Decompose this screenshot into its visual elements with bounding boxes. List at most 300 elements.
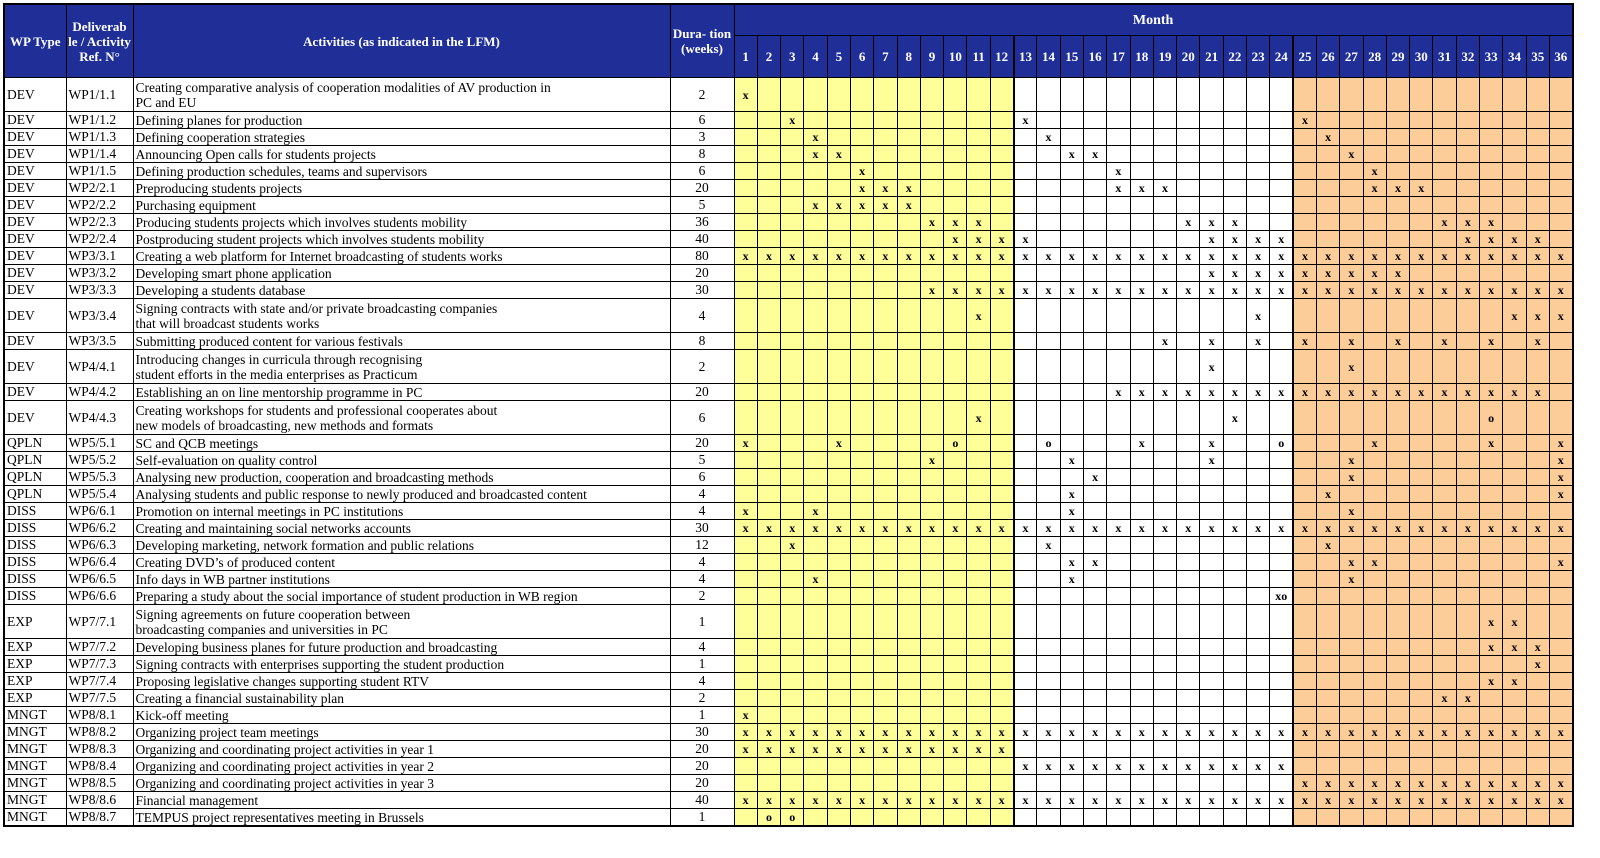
month-cell-1	[734, 333, 757, 350]
month-cell-21	[1200, 588, 1223, 605]
month-cell-34	[1503, 758, 1526, 775]
month-cell-6	[850, 486, 873, 503]
month-cell-14	[1037, 707, 1060, 724]
month-cell-31	[1433, 605, 1456, 639]
month-cell-28	[1363, 809, 1386, 827]
month-cell-21	[1200, 486, 1223, 503]
wp-type-cell: EXP	[4, 690, 66, 707]
month-cell-32: x	[1456, 282, 1479, 299]
month-cell-6	[850, 571, 873, 588]
month-cell-18: x	[1130, 435, 1153, 452]
month-cell-31	[1433, 486, 1456, 503]
month-cell-18	[1130, 197, 1153, 214]
month-cell-4	[804, 163, 827, 180]
month-cell-1	[734, 214, 757, 231]
month-cell-6	[850, 214, 873, 231]
month-cell-36	[1549, 537, 1572, 554]
month-cell-25	[1293, 503, 1316, 520]
month-cell-31	[1433, 299, 1456, 333]
month-cell-7	[874, 265, 897, 282]
month-cell-26	[1316, 571, 1339, 588]
month-cell-36	[1549, 673, 1572, 690]
month-cell-28	[1363, 537, 1386, 554]
month-cell-14: x	[1037, 248, 1060, 265]
activity-cell: Proposing legislative changes supporting student RTV	[133, 673, 670, 690]
month-cell-4	[804, 214, 827, 231]
table-row	[4, 656, 1573, 673]
month-cell-9: x	[920, 214, 943, 231]
month-cell-8	[897, 486, 920, 503]
month-cell-2	[757, 435, 780, 452]
month-cell-33	[1480, 588, 1503, 605]
month-cell-2	[757, 707, 780, 724]
month-cell-7: x	[874, 180, 897, 197]
month-cell-28: x	[1363, 384, 1386, 401]
activity-cell: Preproducing students projects	[133, 180, 670, 197]
month-cell-24	[1270, 809, 1293, 827]
month-cell-3	[781, 690, 804, 707]
month-cell-2: x	[757, 741, 780, 758]
month-cell-17: x	[1107, 724, 1130, 741]
month-cell-5	[827, 656, 850, 673]
month-cell-29	[1386, 129, 1409, 146]
month-cell-2	[757, 231, 780, 248]
month-cell-1	[734, 639, 757, 656]
month-cell-25	[1293, 656, 1316, 673]
month-cell-7	[874, 401, 897, 435]
month-cell-21: x	[1200, 520, 1223, 537]
month-cell-36: x	[1549, 724, 1572, 741]
month-cell-34	[1503, 163, 1526, 180]
month-cell-34: x	[1503, 520, 1526, 537]
month-cell-34	[1503, 129, 1526, 146]
month-cell-32: x	[1456, 792, 1479, 809]
month-cell-12	[990, 656, 1013, 673]
month-cell-31	[1433, 639, 1456, 656]
month-cell-19: x	[1153, 792, 1176, 809]
month-cell-20	[1177, 588, 1200, 605]
table-row	[4, 163, 1573, 180]
month-cell-24	[1270, 469, 1293, 486]
month-cell-3: x	[781, 792, 804, 809]
month-cell-14	[1037, 469, 1060, 486]
month-cell-4	[804, 299, 827, 333]
month-cell-5	[827, 384, 850, 401]
month-cell-12: x	[990, 282, 1013, 299]
month-cell-28	[1363, 707, 1386, 724]
month-cell-28	[1363, 231, 1386, 248]
month-cell-16	[1083, 333, 1106, 350]
month-cell-4	[804, 78, 827, 112]
month-cell-3	[781, 605, 804, 639]
month-cell-24	[1270, 112, 1293, 129]
month-cell-30	[1410, 401, 1433, 435]
month-cell-21	[1200, 163, 1223, 180]
month-cell-30	[1410, 78, 1433, 112]
month-cell-25	[1293, 231, 1316, 248]
wp-type-cell: QPLN	[4, 452, 66, 469]
month-cell-4	[804, 690, 827, 707]
table-row	[4, 554, 1573, 571]
month-cell-36: x	[1549, 520, 1572, 537]
month-cell-5	[827, 707, 850, 724]
month-cell-1	[734, 231, 757, 248]
month-cell-33: x	[1480, 520, 1503, 537]
month-cell-24: xo	[1270, 588, 1293, 605]
month-cell-7	[874, 78, 897, 112]
month-cell-7	[874, 554, 897, 571]
month-cell-18: x	[1130, 758, 1153, 775]
month-cell-24	[1270, 78, 1293, 112]
wp-type-cell: QPLN	[4, 435, 66, 452]
month-cell-19	[1153, 163, 1176, 180]
month-cell-32	[1456, 197, 1479, 214]
month-cell-18	[1130, 163, 1153, 180]
table-row	[4, 673, 1573, 690]
month-cell-21: x	[1200, 435, 1223, 452]
month-cell-3	[781, 197, 804, 214]
month-cell-30: x	[1410, 792, 1433, 809]
table-row	[4, 469, 1573, 486]
month-cell-31	[1433, 129, 1456, 146]
month-cell-6	[850, 231, 873, 248]
month-cell-1	[734, 588, 757, 605]
month-cell-21	[1200, 656, 1223, 673]
activity-cell: Financial management	[133, 792, 670, 809]
month-cell-23	[1247, 401, 1270, 435]
month-cell-33	[1480, 469, 1503, 486]
month-cell-1: x	[734, 792, 757, 809]
month-cell-22	[1223, 605, 1246, 639]
month-cell-10	[944, 112, 967, 129]
month-cell-4: x	[804, 724, 827, 741]
month-cell-4	[804, 282, 827, 299]
month-cell-25	[1293, 486, 1316, 503]
month-cell-11: x	[967, 792, 990, 809]
month-cell-11: x	[967, 214, 990, 231]
month-cell-32	[1456, 435, 1479, 452]
activity-cell: Creating and maintaining social networks accounts	[133, 520, 670, 537]
month-cell-15	[1060, 265, 1083, 282]
month-cell-22	[1223, 197, 1246, 214]
month-cell-13	[1014, 537, 1037, 554]
month-cell-20	[1177, 333, 1200, 350]
month-cell-13: x	[1014, 724, 1037, 741]
month-cell-18	[1130, 78, 1153, 112]
month-cell-22	[1223, 809, 1246, 827]
month-cell-31	[1433, 554, 1456, 571]
month-cell-12	[990, 214, 1013, 231]
wp-type-cell: EXP	[4, 605, 66, 639]
month-cell-24	[1270, 571, 1293, 588]
month-cell-10	[944, 129, 967, 146]
month-cell-32	[1456, 571, 1479, 588]
month-cell-18	[1130, 605, 1153, 639]
month-cell-8	[897, 809, 920, 827]
month-cell-9	[920, 690, 943, 707]
month-cell-35: x	[1526, 231, 1549, 248]
month-cell-2	[757, 639, 780, 656]
month-cell-33: x	[1480, 214, 1503, 231]
month-cell-32	[1456, 129, 1479, 146]
month-cell-25	[1293, 435, 1316, 452]
month-cell-11	[967, 775, 990, 792]
month-cell-24	[1270, 775, 1293, 792]
activity-cell: Defining production schedules, teams and supervisors	[133, 163, 670, 180]
month-header-11: 11	[967, 36, 990, 78]
duration-cell: 30	[670, 724, 734, 741]
month-cell-17	[1107, 537, 1130, 554]
month-header-14: 14	[1037, 36, 1060, 78]
month-cell-31: x	[1433, 724, 1456, 741]
month-cell-1	[734, 673, 757, 690]
month-cell-19	[1153, 673, 1176, 690]
month-cell-16	[1083, 605, 1106, 639]
month-cell-1	[734, 180, 757, 197]
activity-cell: Creating DVD’s of produced content	[133, 554, 670, 571]
month-cell-18: x	[1130, 384, 1153, 401]
month-cell-11	[967, 656, 990, 673]
month-cell-21	[1200, 554, 1223, 571]
month-cell-29	[1386, 435, 1409, 452]
month-cell-3	[781, 486, 804, 503]
month-cell-33	[1480, 554, 1503, 571]
month-cell-21	[1200, 605, 1223, 639]
month-cell-26: x	[1316, 792, 1339, 809]
month-cell-13	[1014, 503, 1037, 520]
month-cell-21: x	[1200, 333, 1223, 350]
month-cell-2	[757, 265, 780, 282]
activity-ref-cell: WP1/1.4	[66, 146, 133, 163]
month-cell-20	[1177, 537, 1200, 554]
month-cell-10	[944, 639, 967, 656]
activity-ref-cell: WP5/5.3	[66, 469, 133, 486]
month-cell-9	[920, 775, 943, 792]
month-cell-9	[920, 197, 943, 214]
month-cell-15	[1060, 180, 1083, 197]
activity-ref-cell: WP2/2.3	[66, 214, 133, 231]
month-cell-32	[1456, 503, 1479, 520]
month-cell-25	[1293, 690, 1316, 707]
month-cell-33	[1480, 163, 1503, 180]
month-cell-14	[1037, 588, 1060, 605]
month-cell-22	[1223, 537, 1246, 554]
month-cell-2	[757, 214, 780, 231]
month-cell-10: x	[944, 248, 967, 265]
month-cell-4	[804, 112, 827, 129]
duration-cell: 4	[670, 571, 734, 588]
month-cell-32	[1456, 673, 1479, 690]
month-cell-17	[1107, 554, 1130, 571]
month-cell-23	[1247, 809, 1270, 827]
month-cell-31	[1433, 809, 1456, 827]
activity-ref-cell: WP8/8.7	[66, 809, 133, 827]
month-cell-33: x	[1480, 792, 1503, 809]
wp-type-cell: DEV	[4, 265, 66, 282]
month-cell-2	[757, 486, 780, 503]
month-cell-14	[1037, 554, 1060, 571]
month-cell-29	[1386, 588, 1409, 605]
month-cell-28	[1363, 588, 1386, 605]
month-cell-24	[1270, 639, 1293, 656]
month-cell-13	[1014, 554, 1037, 571]
month-cell-18: x	[1130, 792, 1153, 809]
month-cell-24	[1270, 129, 1293, 146]
month-cell-34: x	[1503, 605, 1526, 639]
month-cell-27: x	[1340, 333, 1363, 350]
activity-ref-cell: WP6/6.3	[66, 537, 133, 554]
month-cell-8	[897, 537, 920, 554]
month-cell-4	[804, 809, 827, 827]
month-cell-22	[1223, 486, 1246, 503]
month-cell-35	[1526, 571, 1549, 588]
month-cell-36	[1549, 758, 1572, 775]
month-cell-23: x	[1247, 299, 1270, 333]
month-cell-6	[850, 384, 873, 401]
month-cell-7	[874, 384, 897, 401]
month-cell-28	[1363, 299, 1386, 333]
month-cell-34	[1503, 571, 1526, 588]
month-cell-4	[804, 333, 827, 350]
month-cell-29: x	[1386, 792, 1409, 809]
month-cell-2	[757, 146, 780, 163]
month-cell-32	[1456, 350, 1479, 384]
month-cell-25	[1293, 537, 1316, 554]
month-cell-24: o	[1270, 435, 1293, 452]
month-cell-25: x	[1293, 112, 1316, 129]
month-cell-7	[874, 809, 897, 827]
month-cell-21	[1200, 180, 1223, 197]
month-cell-22	[1223, 690, 1246, 707]
month-cell-10	[944, 673, 967, 690]
month-cell-25	[1293, 197, 1316, 214]
month-cell-32: x	[1456, 724, 1479, 741]
month-cell-35	[1526, 435, 1549, 452]
month-cell-26	[1316, 656, 1339, 673]
month-cell-10	[944, 486, 967, 503]
month-cell-4	[804, 537, 827, 554]
month-cell-10	[944, 146, 967, 163]
month-cell-6	[850, 537, 873, 554]
month-cell-20	[1177, 299, 1200, 333]
month-cell-5	[827, 639, 850, 656]
month-cell-16	[1083, 537, 1106, 554]
month-cell-22: x	[1223, 401, 1246, 435]
month-cell-36	[1549, 214, 1572, 231]
month-cell-22	[1223, 639, 1246, 656]
month-cell-25	[1293, 741, 1316, 758]
month-cell-33	[1480, 571, 1503, 588]
month-cell-21: x	[1200, 792, 1223, 809]
month-cell-35: x	[1526, 299, 1549, 333]
month-cell-34	[1503, 78, 1526, 112]
month-cell-31: x	[1433, 520, 1456, 537]
month-cell-17	[1107, 775, 1130, 792]
month-cell-16: x	[1083, 469, 1106, 486]
month-cell-11: x	[967, 401, 990, 435]
month-cell-29: x	[1386, 775, 1409, 792]
month-cell-11	[967, 537, 990, 554]
month-cell-26	[1316, 503, 1339, 520]
month-cell-2	[757, 163, 780, 180]
month-cell-33: x	[1480, 248, 1503, 265]
month-cell-15	[1060, 605, 1083, 639]
month-cell-14	[1037, 146, 1060, 163]
month-cell-15	[1060, 78, 1083, 112]
month-cell-7: x	[874, 520, 897, 537]
month-cell-22	[1223, 452, 1246, 469]
table-row	[4, 248, 1573, 265]
month-cell-7	[874, 775, 897, 792]
month-header-34: 34	[1503, 36, 1526, 78]
month-cell-5	[827, 214, 850, 231]
month-cell-30	[1410, 571, 1433, 588]
month-cell-30	[1410, 163, 1433, 180]
month-cell-26	[1316, 401, 1339, 435]
work-plan-table	[3, 3, 1574, 827]
month-cell-26	[1316, 809, 1339, 827]
month-cell-13	[1014, 180, 1037, 197]
month-cell-19	[1153, 588, 1176, 605]
month-cell-32	[1456, 486, 1479, 503]
month-cell-32: x	[1456, 520, 1479, 537]
month-cell-23	[1247, 537, 1270, 554]
month-cell-8	[897, 333, 920, 350]
activity-ref-cell: WP6/6.4	[66, 554, 133, 571]
month-cell-27	[1340, 197, 1363, 214]
month-cell-27: x	[1340, 469, 1363, 486]
month-cell-1	[734, 571, 757, 588]
activity-cell: Promotion on internal meetings in PC institutions	[133, 503, 670, 520]
month-cell-24: x	[1270, 248, 1293, 265]
activity-cell: Creating a web platform for Internet broadcasting of students works	[133, 248, 670, 265]
month-cell-15	[1060, 588, 1083, 605]
month-cell-22	[1223, 503, 1246, 520]
month-cell-13	[1014, 299, 1037, 333]
month-cell-14	[1037, 333, 1060, 350]
month-cell-9	[920, 503, 943, 520]
month-cell-3	[781, 282, 804, 299]
month-cell-20	[1177, 707, 1200, 724]
month-cell-27	[1340, 537, 1363, 554]
month-cell-17	[1107, 656, 1130, 673]
month-cell-19: x	[1153, 724, 1176, 741]
activity-ref-cell: WP8/8.1	[66, 707, 133, 724]
month-cell-21	[1200, 571, 1223, 588]
month-cell-9: x	[920, 282, 943, 299]
month-cell-16	[1083, 180, 1106, 197]
month-cell-5	[827, 78, 850, 112]
month-cell-20: x	[1177, 792, 1200, 809]
month-cell-4	[804, 452, 827, 469]
activity-cell: Creating workshops for students and professional cooperates about new models of broadcasting, new methods and formats	[133, 401, 670, 435]
month-cell-12	[990, 537, 1013, 554]
month-cell-36	[1549, 129, 1572, 146]
month-cell-23: x	[1247, 724, 1270, 741]
month-cell-21	[1200, 775, 1223, 792]
month-cell-9	[920, 129, 943, 146]
month-cell-9: x	[920, 452, 943, 469]
month-cell-20	[1177, 690, 1200, 707]
month-cell-23	[1247, 588, 1270, 605]
month-cell-26: x	[1316, 384, 1339, 401]
month-cell-5: x	[827, 520, 850, 537]
month-cell-8	[897, 265, 920, 282]
month-cell-27: x	[1340, 350, 1363, 384]
month-cell-27	[1340, 78, 1363, 112]
month-cell-8	[897, 350, 920, 384]
month-cell-32	[1456, 299, 1479, 333]
